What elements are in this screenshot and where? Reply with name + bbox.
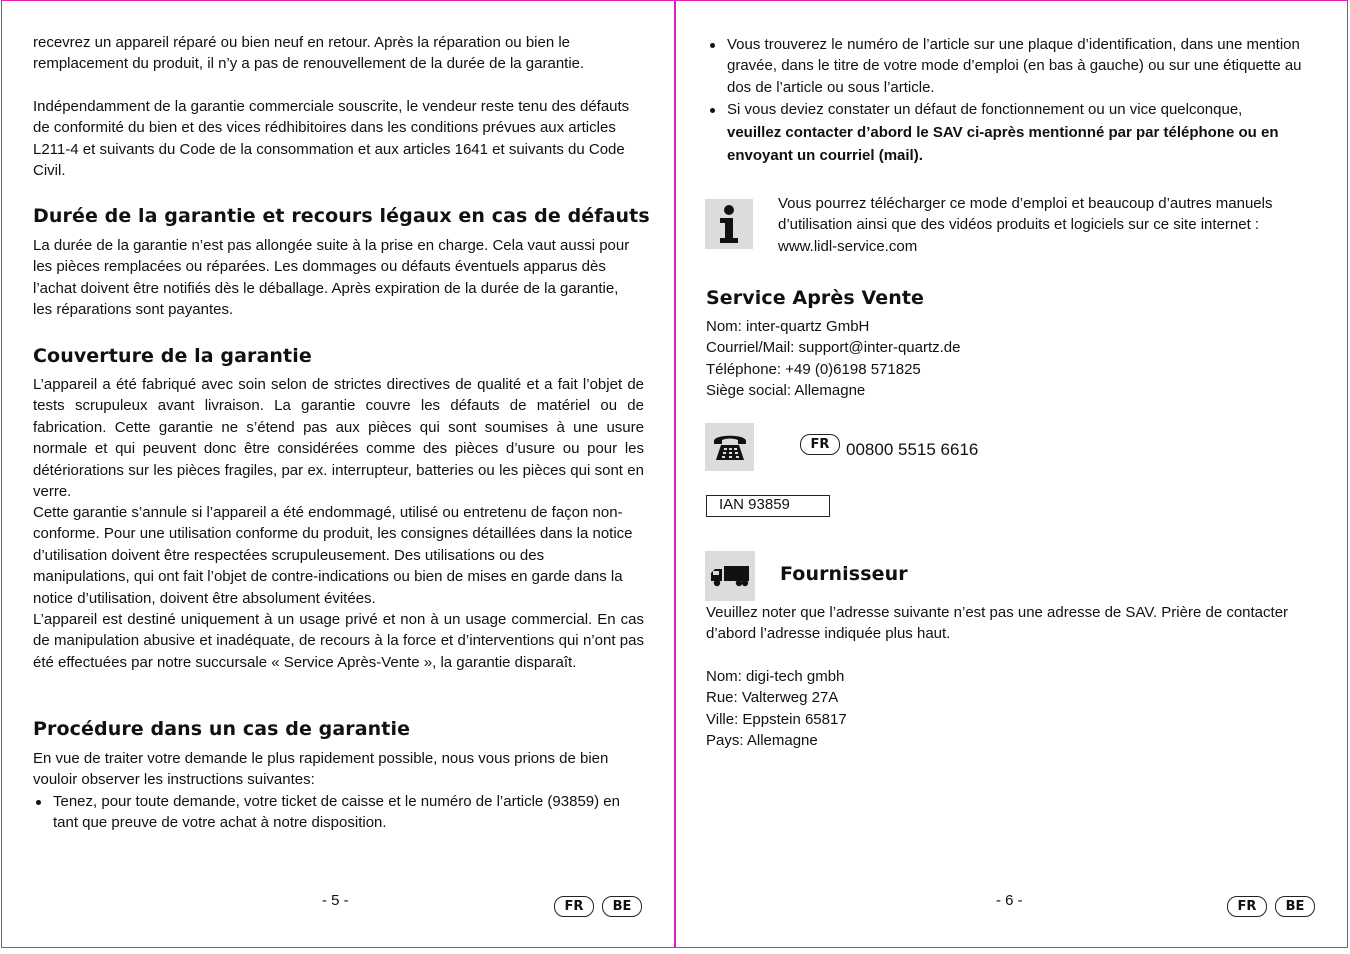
sav-email: Courriel/Mail: support@inter-quartz.de (706, 339, 961, 357)
intro-paragraph-2: Indépendamment de la garantie commerciale souscrite, le vendeur reste tenu des défauts de conformité du bien et des vices rédhibitoires dans les conditions prévues aux articles L211-4 et suivants du Code de la consommation et aux articles 1641 et suivants du Code Civil. (33, 98, 630, 180)
sav-phone: Téléphone: +49 (0)6198 571825 (706, 360, 921, 378)
list-item: Tenez, pour toute demande, votre ticket de caisse et le numéro de l’article (93859) en tant que preuve de votre achat à notre disposition. (33, 791, 644, 834)
sav-contact (706, 316, 1206, 402)
country-badge-be: BE (1275, 896, 1315, 917)
hotline-country-badge: FR (800, 434, 840, 455)
page-left (1, 0, 675, 948)
supplier-country: Pays: Allemagne (706, 732, 818, 750)
country-badge-fr: FR (554, 896, 594, 917)
sav-seat: Siège social: Allemagne (706, 382, 866, 400)
supplier-address (706, 666, 1206, 752)
supplier-name: Nom: digi-tech gmbh (706, 668, 845, 685)
list-item: Vous trouverez le numéro de l’article sur une plaque d’identification, dans une mention gravée, dans le titre de votre mode d’emploi (en bas à gauche) ou sur une étiquette au dos de l’article ou sous l’article. (707, 34, 1315, 98)
ian-box: IAN 93859 (706, 495, 830, 517)
page-number: - 6 - (996, 892, 1023, 909)
sav-name: Nom: inter-quartz GmbH (706, 318, 870, 335)
couverture-paragraph-1: L’appareil a été fabriqué avec soin selon de strictes directives de qualité et a fait l’objet de tests scrupuleux avant livraison. La garantie couvre les défauts de matériel ou de fabrication. Cette garantie ne s’étend pas aux pièces qui sont soumises à une usure normale et qui peuvent donc être considérées comme des pièces d’usure ou pour les détériorations sur les pièces fragiles, par ex. interrupteur, batteries ou les pièces qui sont en verre. (33, 376, 644, 501)
download-info-line-2: d’utilisation ainsi que des vidéos produits et logiciels sur ce site internet : (778, 216, 1260, 234)
page-right (675, 0, 1348, 948)
supplier-street: Rue: Valterweg 27A (706, 689, 839, 707)
country-badge-be: BE (602, 896, 642, 917)
download-info-url: www.lidl-service.com (778, 237, 918, 255)
country-badge-fr: FR (1227, 896, 1267, 917)
duree-garantie-text: La durée de la garantie n’est pas allongée suite à la prise en charge. Cela vaut aussi pour les pièces remplacées ou réparées. Les dommages ou défauts éventuels apparus dès l’achat doivent être notifiés dès le déballage. Après expiration de la durée de la garantie, les réparations sont payantes. (33, 237, 630, 319)
procedure-text: En vue de traiter votre demande le plus rapidement possible, nous vous prions de bien vouloir observer les instructions suivantes: (33, 750, 609, 789)
supplier-note: Veuillez noter que l’adresse suivante n’est pas une adresse de SAV. Prière de contacter d’abord l’adresse indiquée plus haut. (706, 604, 1289, 643)
intro-paragraph-1: recevrez un appareil réparé ou bien neuf en retour. Après la réparation ou bien le remplacement du produit, il n’y a pas de renouvellement de la durée de la garantie. (33, 34, 585, 73)
heading-fournisseur: Fournisseur (780, 563, 908, 585)
download-info-line-1: Vous pourrez télécharger ce mode d’emploi et beaucoup d’autres manuels (778, 195, 1273, 212)
procedure-list (33, 791, 644, 834)
supplier-city: Ville: Eppstein 65817 (706, 710, 847, 728)
heading-service-apres-vente: Service Après Vente (706, 287, 925, 309)
list-item (707, 99, 1315, 166)
info-icon (705, 199, 753, 249)
truck-icon (705, 551, 755, 601)
defect-notice-text: Si vous deviez constater un défaut de fonctionnement ou un vice quelconque, (727, 101, 1243, 119)
download-info (778, 193, 1328, 257)
couverture-paragraph-2: Cette garantie s’annule si l’appareil a été endommagé, utilisé ou entretenu de façon non-conforme. Pour une utilisation conforme du produit, les consignes détaillées dans la notice d’utilisation doivent être respectées scrupuleusement. Des utilisations ou des manipulations, qui ont fait l’objet de contre-indications ou bien de mises en garde dans la notice d’utilisation, doivent être absolument évitées. (33, 504, 633, 607)
page-number: - 5 - (322, 892, 349, 909)
defect-notice-bold: veuillez contacter d’abord le SAV ci-après mentionné par par téléphone ou en envoyant un courriel (mail). (727, 123, 1279, 164)
couverture-paragraph-3: L’appareil est destiné uniquement à un usage privé et non à un usage commercial. En cas de manipulation abusive et inadéquate, de recours à la force et d’interventions qui n’ont pas été effectuées par notre succursale « Service Après-Vente », la garantie disparaît. (33, 611, 644, 671)
heading-procedure-garantie: Procédure dans un cas de garantie (33, 718, 411, 740)
article-info-list (707, 34, 1315, 167)
heading-couverture-garantie: Couverture de la garantie (33, 345, 312, 367)
hotline-number: 00800 5515 6616 (846, 440, 979, 459)
telephone-icon (705, 423, 754, 471)
heading-duree-garantie: Durée de la garantie et recours légaux en cas de défauts (33, 205, 650, 227)
